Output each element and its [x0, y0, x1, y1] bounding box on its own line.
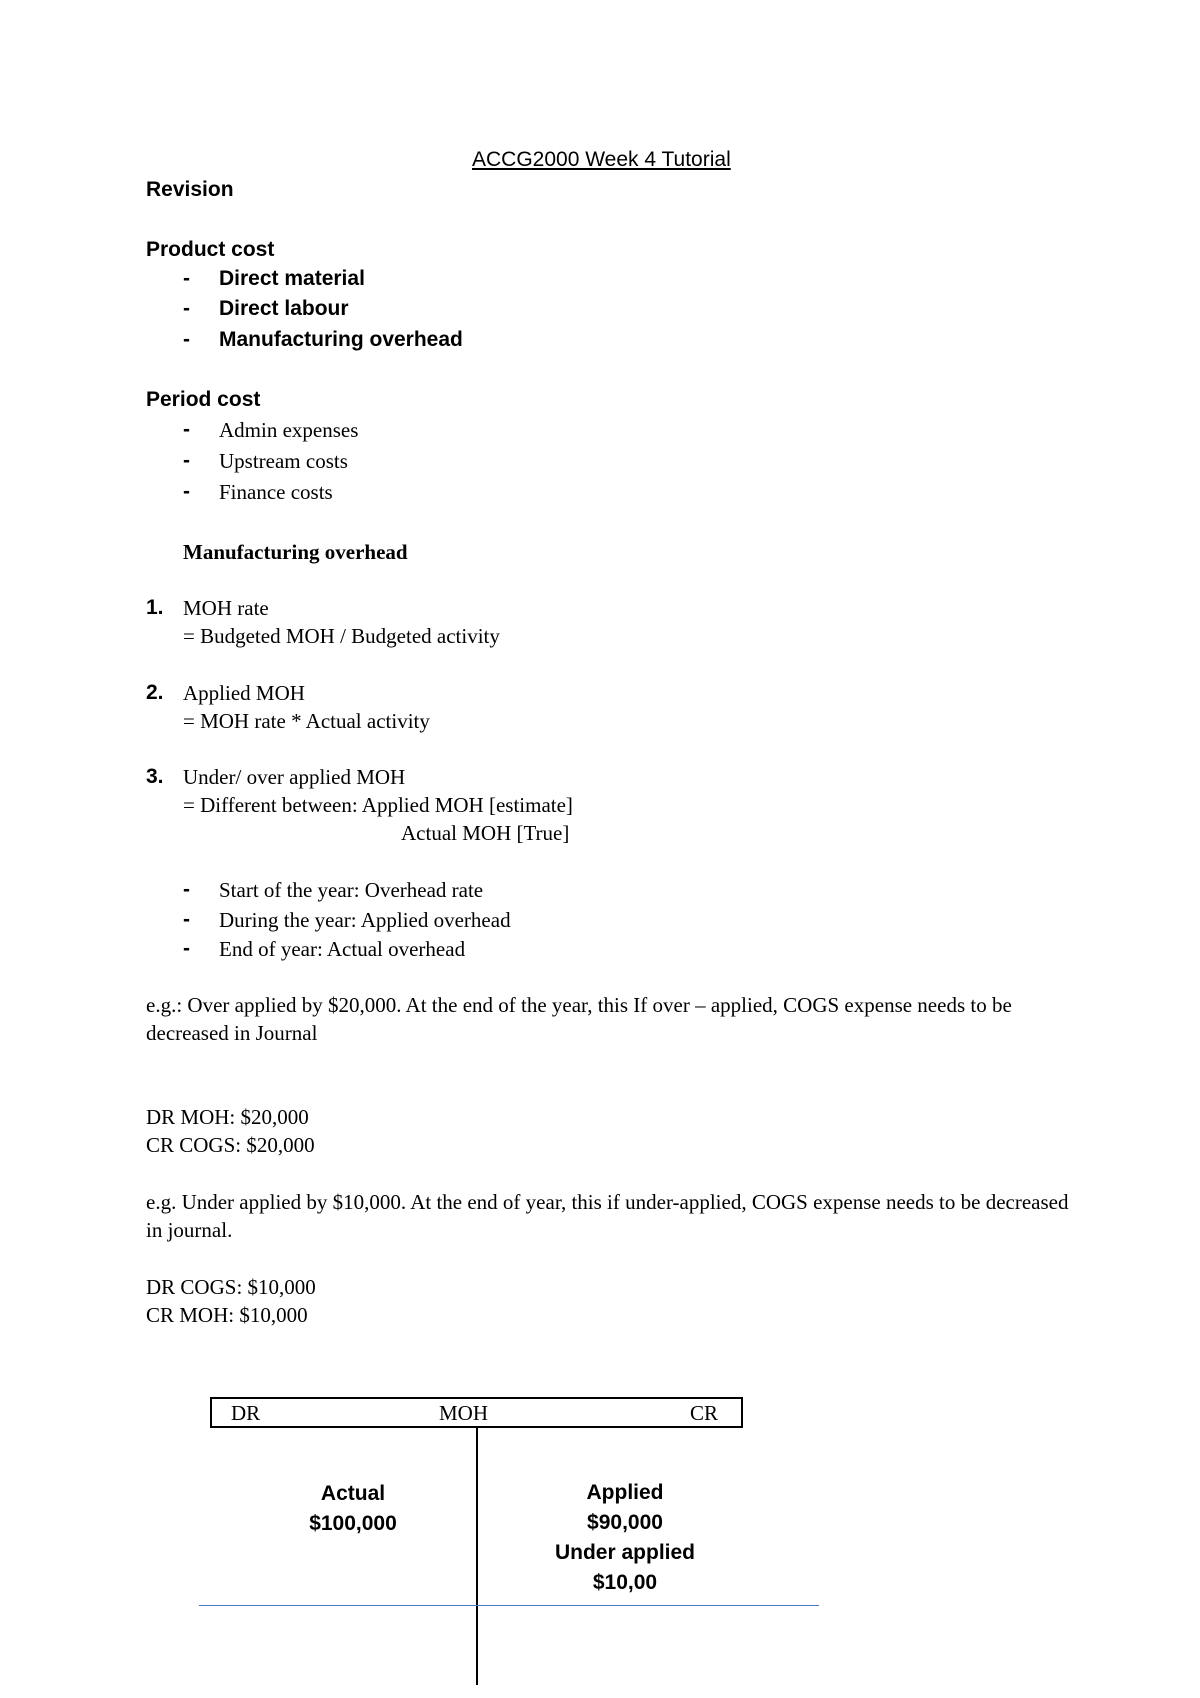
- step-number: 3.: [146, 765, 164, 788]
- t-account-credit-value: $90,000: [587, 1511, 663, 1534]
- example-under-applied: e.g. Under applied by $10,000. At the end of year, this if under-applied, COGS expense needs to be decreased in journal.: [146, 1190, 1069, 1242]
- period-cost-item: Upstream costs: [219, 449, 348, 473]
- t-account-cr: CR: [690, 1401, 719, 1425]
- period-cost-dash-1: -: [183, 418, 190, 441]
- journal-entry: DR MOH: $20,000: [146, 1105, 309, 1129]
- t-account-name: MOH: [439, 1401, 489, 1425]
- revision-heading: Revision: [146, 178, 234, 201]
- timeline-dash-1: -: [183, 878, 190, 901]
- step-line: Applied MOH: [183, 681, 305, 705]
- moh-heading: Manufacturing overhead: [183, 540, 408, 564]
- timeline-dash-3: -: [183, 937, 190, 960]
- product-cost-dash-3: -: [183, 328, 190, 351]
- t-account-header: [210, 1397, 743, 1428]
- period-cost-dash-2: -: [183, 449, 190, 472]
- period-cost-item: Admin expenses: [219, 418, 359, 442]
- t-account-credit-label: Applied: [586, 1481, 664, 1504]
- document-title: ACCG2000 Week 4 Tutorial: [472, 148, 731, 171]
- timeline-item: End of year: Actual overhead: [219, 937, 466, 961]
- example-over-applied: e.g.: Over applied by $20,000. At the end of the year, this If over – applied, COGS expense needs to be decreased in Journal: [146, 993, 1012, 1045]
- step-line: Under/ over applied MOH: [183, 765, 406, 789]
- timeline-item: During the year: Applied overhead: [219, 908, 511, 932]
- timeline-dash-2: -: [183, 908, 190, 931]
- product-cost-item: Manufacturing overhead: [219, 328, 463, 351]
- product-cost-dash-2: -: [183, 297, 190, 320]
- step-formula: = Different between: Applied MOH [estimate]: [183, 793, 573, 817]
- step-number: 2.: [146, 681, 164, 704]
- timeline-item: Start of the year: Overhead rate: [219, 878, 484, 902]
- period-cost-dash-3: -: [183, 480, 190, 503]
- t-account-debit-label: Actual: [320, 1482, 386, 1505]
- step-formula: = Budgeted MOH / Budgeted activity: [183, 624, 500, 648]
- t-account-horizontal-line: [199, 1605, 819, 1606]
- step-formula: = MOH rate * Actual activity: [183, 709, 430, 733]
- period-cost-heading: Period cost: [146, 388, 261, 411]
- journal-entry: CR MOH: $10,000: [146, 1303, 308, 1327]
- journal-entry: DR COGS: $10,000: [146, 1275, 316, 1299]
- step-number: 1.: [146, 596, 164, 619]
- product-cost-dash-1: -: [183, 267, 190, 290]
- product-cost-item: Direct labour: [219, 297, 349, 320]
- journal-entry: CR COGS: $20,000: [146, 1133, 315, 1157]
- product-cost-item: Direct material: [219, 267, 365, 290]
- t-account-debit-value: $100,000: [309, 1512, 397, 1535]
- product-cost-heading: Product cost: [146, 238, 275, 261]
- t-account-under-applied-label: Under applied: [554, 1541, 696, 1564]
- t-account-under-applied-value: $10,00: [592, 1571, 658, 1594]
- step-formula-continued: Actual MOH [True]: [401, 821, 570, 845]
- step-line: MOH rate: [183, 596, 269, 620]
- period-cost-item: Finance costs: [219, 480, 333, 504]
- t-account-vertical-line: [476, 1428, 478, 1685]
- t-account-dr: DR: [231, 1401, 261, 1425]
